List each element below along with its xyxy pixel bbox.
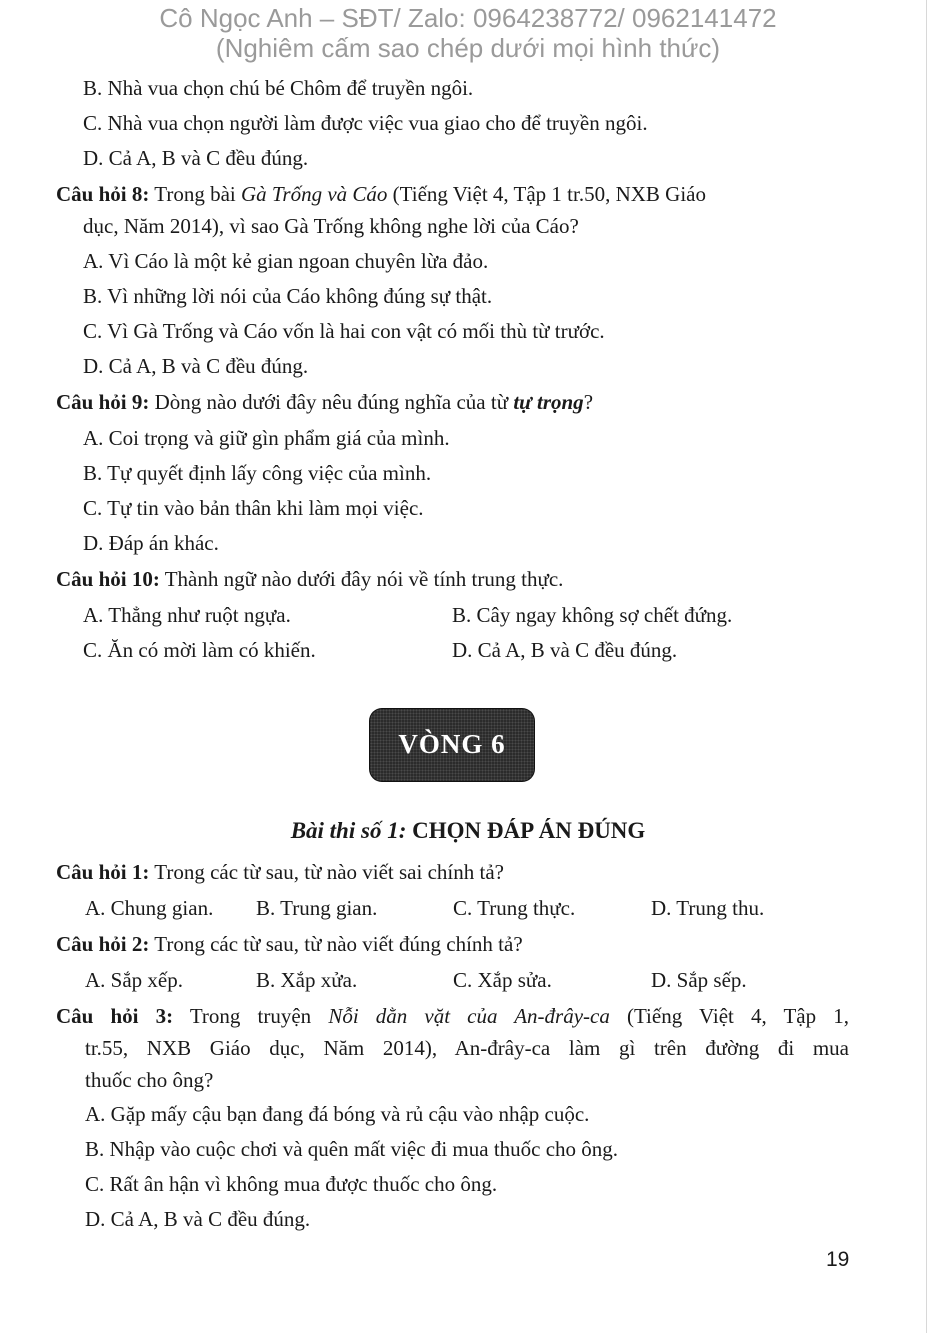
q8-story-title: Gà Trống và Cáo <box>240 182 388 206</box>
q9-option-d: D. Đáp án khác. <box>83 531 219 555</box>
q9-option-c: C. Tự tin vào bản thân khi làm mọi việc. <box>83 496 424 520</box>
r6q2-label: Câu hỏi 2: <box>56 932 150 956</box>
r6q1-option-d: D. Trung thu. <box>651 896 765 920</box>
q10-option-a: A. Thẳng như ruột ngựa. <box>83 603 291 627</box>
q10-option-d: D. Cả A, B và C đều đúng. <box>452 638 678 662</box>
q9-label: Câu hỏi 9: <box>56 390 150 414</box>
r6q3-option-c: C. Rất ân hận vì không mua được thuốc cho ông. <box>85 1172 498 1196</box>
r6q3-stem-line-3: thuốc cho ông? <box>85 1068 214 1092</box>
q10-option-b: B. Cây ngay không sợ chết đứng. <box>452 603 733 627</box>
page-edge-divider <box>926 0 927 1333</box>
r6q1-option-a: A. Chung gian. <box>85 896 214 920</box>
r6q2-option-c: C. Xắp sửa. <box>453 968 552 992</box>
q9-stem-pre: Dòng nào dưới đây nêu đúng nghĩa của từ <box>149 390 514 414</box>
q10-stem-text: Thành ngữ nào dưới đây nói về tính trung thực. <box>159 567 564 591</box>
watermark-line-1: Cô Ngọc Anh – SĐT/ Zalo: 0964238772/ 0962141472 <box>159 3 777 33</box>
test-title <box>0 818 936 844</box>
q9-option-b: B. Tự quyết định lấy công việc của mình. <box>83 461 432 485</box>
r6q2-option-d: D. Sắp sếp. <box>651 968 747 992</box>
q8-option-c: C. Vì Gà Trống và Cáo vốn là hai con vật có mối thù từ trước. <box>83 319 605 343</box>
page-number: 19 <box>826 1248 850 1271</box>
test-label: Bài thi số 1: <box>290 818 407 843</box>
q9-key-word: tự trọng <box>513 390 584 414</box>
r6q3-stem-pre: Trong truyện <box>173 1004 329 1028</box>
r6q1-option-c: C. Trung thực. <box>453 896 576 920</box>
q9-stem-post: ? <box>583 390 594 414</box>
q8-stem-line-2: dục, Năm 2014), vì sao Gà Trống không nghe lời của Cáo? <box>83 214 579 238</box>
test-title-text: CHỌN ĐÁP ÁN ĐÚNG <box>406 818 646 843</box>
q8-option-b: B. Vì những lời nói của Cáo không đúng sự thật. <box>83 284 493 308</box>
r6q3-stem-post: (Tiếng Việt 4, Tập 1, <box>609 1004 849 1028</box>
r6q2-option-a: A. Sắp xếp. <box>85 968 183 992</box>
q8-label: Câu hỏi 8: <box>56 182 150 206</box>
r6q3-option-a: A. Gặp mấy cậu bạn đang đá bóng và rủ cậu vào nhập cuộc. <box>85 1102 590 1126</box>
r6q3-stem-line-2: tr.55, NXB Giáo dục, Năm 2014), An-đrây-ca làm gì trên đường đi mua <box>85 1036 849 1060</box>
round-badge <box>370 709 534 781</box>
q7-option-d: D. Cả A, B và C đều đúng. <box>83 146 309 170</box>
r6q2-stem-text: Trong các từ sau, từ nào viết đúng chính tả? <box>149 932 523 956</box>
r6q3-option-d: D. Cả A, B và C đều đúng. <box>85 1207 311 1231</box>
q7-option-b: B. Nhà vua chọn chú bé Chôm để truyền ngôi. <box>83 76 474 100</box>
q8-option-d: D. Cả A, B và C đều đúng. <box>83 354 309 378</box>
q10-option-c: C. Ăn có mời làm có khiến. <box>83 638 316 662</box>
r6q3-stem-line-1 <box>56 1003 849 1029</box>
r6q3-story-title: Nỗi dằn vặt của An-đrây-ca <box>328 1004 610 1028</box>
r6q1-option-b: B. Trung gian. <box>256 896 378 920</box>
r6q1-stem <box>56 859 504 885</box>
q8-stem-post: (Tiếng Việt 4, Tập 1 tr.50, NXB Giáo <box>387 182 707 206</box>
r6q3-label: Câu hỏi 3: <box>56 1004 174 1028</box>
q8-stem-line-1 <box>56 181 848 207</box>
q8-option-a: A. Vì Cáo là một kẻ gian ngoan chuyên lừa đảo. <box>83 249 489 273</box>
r6q3-option-b: B. Nhập vào cuộc chơi và quên mất việc đi mua thuốc cho ông. <box>85 1137 619 1161</box>
round-badge-label: VÒNG 6 <box>398 729 506 759</box>
q9-option-a: A. Coi trọng và giữ gìn phẩm giá của mình. <box>83 426 450 450</box>
r6q1-label: Câu hỏi 1: <box>56 860 150 884</box>
q8-stem-pre: Trong bài <box>149 182 241 206</box>
q7-option-c: C. Nhà vua chọn người làm được việc vua giao cho để truyền ngôi. <box>83 111 648 135</box>
q10-label: Câu hỏi 10: <box>56 567 160 591</box>
r6q2-stem <box>56 931 523 957</box>
r6q2-option-b: B. Xắp xửa. <box>256 968 358 992</box>
q9-stem <box>56 389 593 415</box>
watermark-line-2: (Nghiêm cấm sao chép dưới mọi hình thức) <box>215 33 721 63</box>
q10-stem <box>56 566 563 592</box>
r6q1-stem-text: Trong các từ sau, từ nào viết sai chính tả? <box>149 860 504 884</box>
